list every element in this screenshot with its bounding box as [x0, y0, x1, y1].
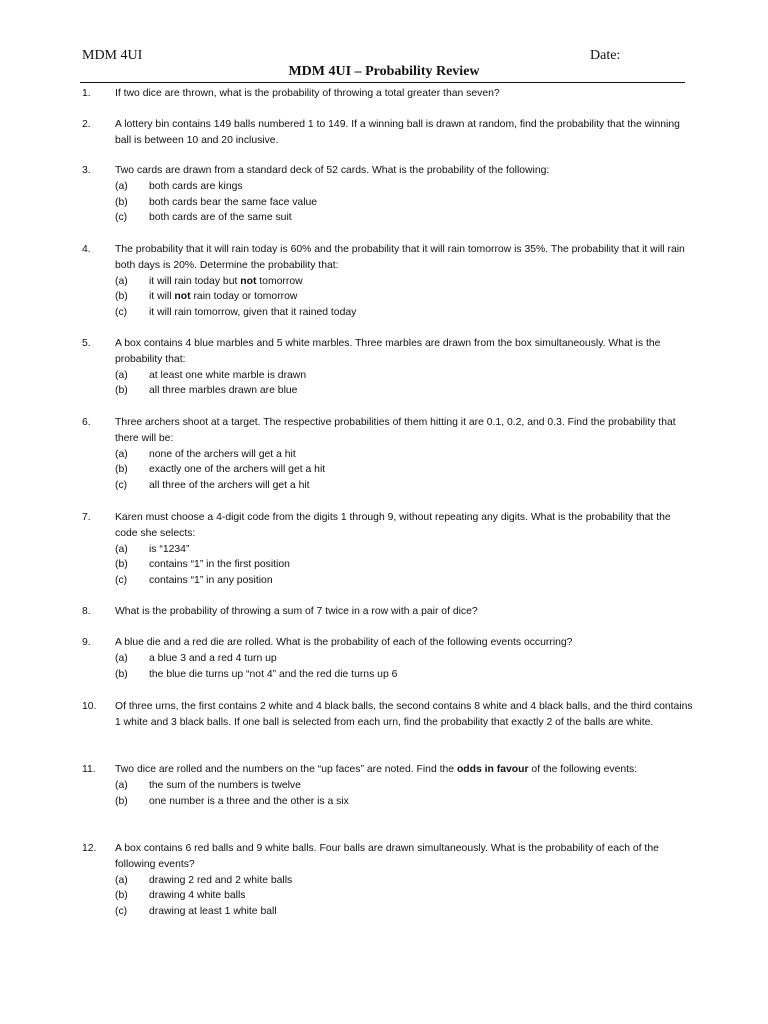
part-label: (b) — [115, 559, 128, 571]
part-text: drawing 2 red and 2 white balls — [149, 874, 293, 886]
question-4 — [0, 242, 768, 321]
part-text: both cards are kings — [149, 180, 243, 192]
question-number: 3. — [82, 165, 91, 176]
part-label: (b) — [115, 291, 128, 303]
question-part — [115, 195, 695, 211]
question-number: 7. — [82, 512, 91, 523]
part-text: a blue 3 and a red 4 turn up — [149, 652, 277, 664]
question-text: The probability that it will rain today is 60% and the probability that it will rain tomorrow is 35%. The probability that it will rain both days is 20%. Determine the probability that: — [115, 244, 685, 271]
part-text: one number is a three and the other is a six — [149, 795, 349, 807]
part-label: (c) — [115, 575, 128, 587]
part-text: the sum of the numbers is twelve — [149, 779, 301, 791]
part-text: is “1234” — [149, 543, 190, 555]
question-number: 1. — [82, 88, 91, 99]
part-label: (b) — [115, 890, 128, 902]
part-text: drawing 4 white balls — [149, 890, 246, 902]
part-label: (b) — [115, 385, 128, 397]
part-label: (a) — [115, 874, 128, 886]
question-number: 5. — [82, 338, 91, 349]
part-text: it will rain tomorrow, given that it rained today — [149, 307, 357, 319]
question-number: 12. — [82, 843, 97, 854]
question-11 — [0, 762, 768, 809]
question-part — [115, 873, 695, 889]
question-9 — [0, 635, 768, 682]
question-part — [115, 447, 695, 463]
question-number: 11. — [82, 764, 96, 775]
question-5 — [0, 336, 768, 399]
question-text: If two dice are thrown, what is the probability of throwing a total greater than seven? — [115, 88, 500, 99]
part-text: contains “1” in the first position — [149, 559, 290, 571]
question-part — [115, 274, 695, 290]
part-text: drawing at least 1 white ball — [149, 906, 277, 918]
part-label: (a) — [115, 448, 128, 460]
part-label: (a) — [115, 369, 128, 381]
question-2 — [0, 117, 768, 149]
question-part — [115, 794, 695, 810]
question-text: Of three urns, the first contains 2 white and 4 black balls, the second contains 8 white and 4 black balls, and the third contains 1 white and 3 black balls. If one ball is selected from each urn, find the probability that exactly 2 of the balls are white. — [115, 701, 693, 728]
question-text: Karen must choose a 4-digit code from the digits 1 through 9, without repeating any digits. What is the probability that the code she selects: — [115, 512, 671, 539]
part-label: (b) — [115, 668, 128, 680]
part-label: (a) — [115, 779, 128, 791]
question-part — [115, 557, 695, 573]
part-text-after: tomorrow — [256, 275, 303, 287]
question-7 — [0, 510, 768, 589]
emphasis-text: odds in favour — [456, 764, 529, 775]
part-text: contains “1” in any position — [149, 575, 273, 587]
question-part — [115, 904, 695, 920]
question-1 — [0, 86, 768, 102]
question-12 — [0, 841, 768, 920]
question-part — [115, 383, 695, 399]
question-part — [115, 305, 695, 321]
part-text: at least one white marble is drawn — [149, 369, 307, 381]
question-6 — [0, 415, 768, 494]
question-part — [115, 179, 695, 195]
question-part — [115, 888, 695, 904]
part-text: the blue die turns up “not 4” and the red die turns up 6 — [149, 668, 398, 680]
question-text: A box contains 4 blue marbles and 5 white marbles. Three marbles are drawn from the box simultaneously. What is the probability that: — [115, 338, 661, 365]
question-text: A lottery bin contains 149 balls numbered 1 to 149. If a winning ball is drawn at random, find the probability that the winning ball is between 10 and 20 inclusive. — [115, 119, 680, 146]
question-part — [115, 478, 695, 494]
part-label: (a) — [115, 652, 128, 664]
question-part — [115, 462, 695, 478]
course-code: MDM 4UI — [82, 48, 143, 63]
part-text — [149, 289, 297, 305]
question-part — [115, 667, 695, 683]
date-label: Date: — [590, 48, 621, 63]
title-divider — [80, 82, 685, 83]
question-part — [115, 289, 695, 305]
question-text — [115, 762, 695, 778]
question-part — [115, 778, 695, 794]
question-text: A box contains 6 red balls and 9 white balls. Four balls are drawn simultaneously. What is the probability of each of the following events? — [115, 843, 659, 870]
part-label: (b) — [115, 795, 128, 807]
question-number: 9. — [82, 637, 91, 648]
part-label: (c) — [115, 906, 128, 918]
question-number: 8. — [82, 606, 91, 617]
part-label: (a) — [115, 543, 128, 555]
question-number: 2. — [82, 119, 91, 130]
part-text-before: it will — [149, 291, 175, 303]
question-text-after: of the following events: — [528, 764, 638, 775]
question-text: What is the probability of throwing a sum of 7 twice in a row with a pair of dice? — [115, 606, 478, 617]
question-8 — [0, 604, 768, 620]
part-label: (b) — [115, 464, 128, 476]
question-part — [115, 210, 695, 226]
part-text-before: it will rain today but — [149, 275, 241, 287]
emphasis-text: not — [240, 275, 257, 287]
part-label: (a) — [115, 275, 128, 287]
part-text: both cards are of the same suit — [149, 212, 292, 224]
emphasis-text: not — [174, 291, 191, 303]
page-title: MDM 4UI – Probability Review — [288, 64, 480, 79]
part-text: both cards bear the same face value — [149, 196, 318, 208]
question-text: Two cards are drawn from a standard deck of 52 cards. What is the probability of the following: — [115, 165, 550, 176]
part-text — [149, 274, 303, 290]
question-text: A blue die and a red die are rolled. What is the probability of each of the following events occurring? — [115, 637, 573, 648]
question-part — [115, 651, 695, 667]
question-text-before: Two dice are rolled and the numbers on the “up faces” are noted. Find the — [115, 764, 457, 775]
question-text: Three archers shoot at a target. The respective probabilities of them hitting it are 0.1, 0.2, and 0.3. Find the probability that there will be: — [115, 417, 676, 444]
part-label: (c) — [115, 480, 128, 492]
question-part — [115, 368, 695, 384]
question-3 — [0, 163, 768, 226]
part-text: none of the archers will get a hit — [149, 448, 296, 460]
question-part — [115, 573, 695, 589]
question-part — [115, 542, 695, 558]
question-10 — [0, 699, 768, 731]
part-text: all three of the archers will get a hit — [149, 480, 310, 492]
part-label: (a) — [115, 180, 128, 192]
part-label: (c) — [115, 307, 128, 319]
part-label: (c) — [115, 212, 128, 224]
part-text: all three marbles drawn are blue — [149, 385, 298, 397]
part-text: exactly one of the archers will get a hit — [149, 464, 326, 476]
question-number: 6. — [82, 417, 91, 428]
question-number: 10. — [82, 701, 97, 712]
question-number: 4. — [82, 244, 91, 255]
part-text-after: rain today or tomorrow — [190, 291, 298, 303]
part-label: (b) — [115, 196, 128, 208]
